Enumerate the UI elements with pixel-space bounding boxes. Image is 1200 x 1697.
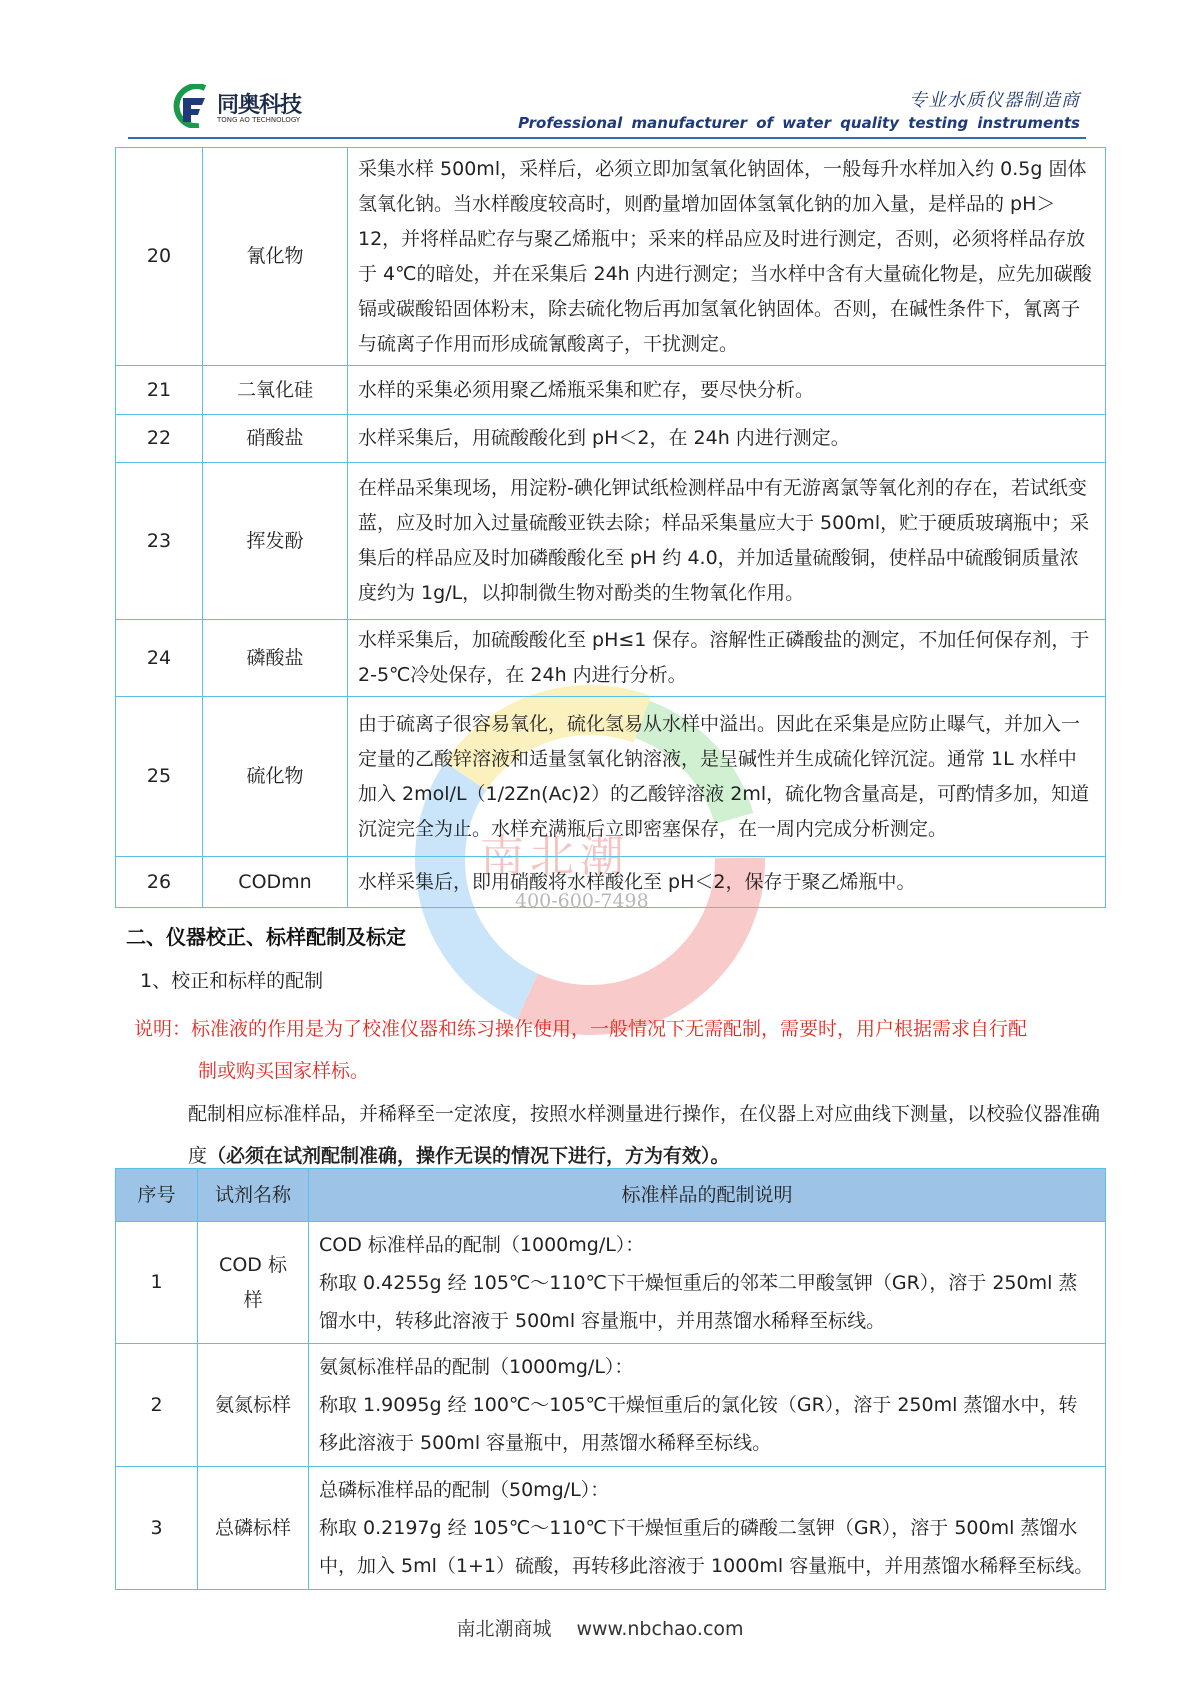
item-description: 采集水样 500ml，采样后，必须立即加氢氧化钠固体，一般每升水样加入约 0.5g 固体氢氧化钠。当水样酸度较高时，则酌量增加固体氢氧化钠的加入量，是样品的 pH＞12，并将样品贮存与聚乙烯瓶中；采来的样品应及时进行测定，否则，必须将样品存放于 4℃的暗处，并在采集后 24h 内进行测定；当水样中含有大量硫化物是，应先加碳酸镉或碳酸铅固体粉末，除去硫化物后再加氢氧化钠固体。否则，在碱性条件下，氰离子与硫离子作用而形成硫氰酸离子，干扰测定。 xyxy=(348,148,1106,366)
table-row xyxy=(116,463,1106,620)
logo-mark-icon xyxy=(169,84,211,128)
prep-title: 总磷标准样品的配制（50mg/L）： xyxy=(319,1479,610,1501)
subsection-heading: 1、校正和标样的配制 xyxy=(140,970,324,992)
logo-text-cn: 同奥科技 xyxy=(217,93,302,118)
standard-preparation-table xyxy=(115,1168,1106,1590)
sampling-table xyxy=(115,147,1106,908)
paragraph-bold-text: （必须在试剂配制准确，操作无误的情况下进行，方为有效）。 xyxy=(207,1145,730,1167)
prep-title: 氨氮标准样品的配制（1000mg/L）： xyxy=(319,1356,634,1378)
row-number: 25 xyxy=(116,697,203,857)
item-description: 水样的采集必须用聚乙烯瓶采集和贮存，要尽快分析。 xyxy=(348,366,1106,415)
reagent-name: 氨氮标样 xyxy=(198,1344,309,1467)
table-row xyxy=(116,1344,1106,1467)
row-number: 1 xyxy=(116,1222,198,1344)
watermark-phone: 400-600-7498 xyxy=(515,890,649,912)
table-row xyxy=(116,697,1106,857)
table-row xyxy=(116,1467,1106,1590)
prep-description: 称取 0.2197g 经 105℃～110℃下干燥恒重后的磷酸二氢钾（GR），溶于 500ml 蒸馏水中，加入 5ml（1+1）硫酸，再转移此溶液于 1000ml 容量瓶中，并用蒸馏水稀释至标线。 xyxy=(319,1517,1094,1577)
item-name: 二氧化硅 xyxy=(203,366,348,415)
row-number: 24 xyxy=(116,620,203,697)
instruction-paragraph xyxy=(188,1093,1108,1177)
note-line-2: 制或购买国家样标。 xyxy=(198,1060,370,1082)
prep-title: COD 标准样品的配制（1000mg/L）： xyxy=(319,1233,645,1256)
slogan-cn: 专业水质仪器制造商 xyxy=(909,90,1080,111)
footer-text: 南北潮商城 www.nbchao.com xyxy=(456,1618,744,1640)
row-number: 23 xyxy=(116,463,203,620)
prep-description: 称取 0.4255g 经 105℃～110℃下干燥恒重后的邻苯二甲酸氢钾（GR），溶于 250ml 蒸馏水中，转移此溶液于 500ml 容量瓶中，并用蒸馏水稀释至标线。 xyxy=(319,1271,1078,1332)
item-description: 水样采集后，即用硝酸将水样酸化至 pH＜2，保存于聚乙烯瓶中。 xyxy=(348,857,1106,908)
row-number: 26 xyxy=(116,857,203,908)
header-divider xyxy=(128,137,1086,139)
row-number: 21 xyxy=(116,366,203,415)
item-name: 氰化物 xyxy=(203,148,348,366)
row-number: 2 xyxy=(116,1344,198,1467)
item-name: 磷酸盐 xyxy=(203,620,348,697)
item-name: 硝酸盐 xyxy=(203,415,348,463)
table-header-row xyxy=(116,1169,1106,1222)
logo-text-en: TONG AO TECHNOLOGY xyxy=(217,116,301,124)
table-row xyxy=(116,366,1106,415)
item-name: CODmn xyxy=(203,857,348,908)
reagent-name: 总磷标样 xyxy=(198,1467,309,1590)
item-description: 由于硫离子很容易氧化，硫化氢易从水样中溢出。因此在采集是应防止曝气，并加入一定量的乙酸锌溶液和适量氢氧化钠溶液，是呈碱性并生成硫化锌沉淀。通常 1L 水样中加入 2mol/L（1/2Zn(Ac)2）的乙酸锌溶液 2ml，硫化物含量高是，可酌情多加，知道沉淀完全为止。水样充满瓶后立即密塞保存，在一周内完成分析测定。 xyxy=(348,697,1106,857)
paragraph-text: 配制相应标准样品，并稀释至一定浓度，按照水样测量进行操作，在仪器上对应曲线下测量，以校验仪器准确度 xyxy=(188,1103,1101,1167)
table-row xyxy=(116,620,1106,697)
prep-description: 称取 1.9095g 经 100℃～105℃干燥恒重后的氯化铵（GR），溶于 250ml 蒸馏水中，转移此溶液于 500ml 容量瓶中，用蒸馏水稀释至标线。 xyxy=(319,1394,1078,1454)
item-description: 在样品采集现场，用淀粉-碘化钾试纸检测样品中有无游离氯等氧化剂的存在，若试纸变蓝，应及时加入过量硫酸亚铁去除；样品采集量应大于 500ml，贮于硬质玻璃瓶中；采集后的样品应及时加磷酸酸化至 pH 约 4.0，并加适量硫酸铜，使样品中硫酸铜质量浓度约为 1g/L，以抑制微生物对酚类的生物氧化作用。 xyxy=(348,463,1106,620)
company-logo xyxy=(169,84,319,130)
row-number: 22 xyxy=(116,415,203,463)
item-description: 水样采集后，用硫酸酸化到 pH＜2，在 24h 内进行测定。 xyxy=(348,415,1106,463)
table-row xyxy=(116,415,1106,463)
note-line-1: 说明：标准液的作用是为了校准仪器和练习操作使用，一般情况下无需配制，需要时，用户根据需求自行配 xyxy=(134,1018,1028,1040)
row-number: 20 xyxy=(116,148,203,366)
table-row xyxy=(116,148,1106,366)
row-number: 3 xyxy=(116,1467,198,1590)
reagent-name: COD 标样 xyxy=(198,1222,309,1344)
item-name: 硫化物 xyxy=(203,697,348,857)
header-reagent: 试剂名称 xyxy=(198,1169,309,1222)
table-row xyxy=(116,1222,1106,1344)
table-row xyxy=(116,857,1106,908)
note-text xyxy=(134,1008,1094,1092)
header-description: 标准样品的配制说明 xyxy=(309,1169,1106,1222)
slogan-en: Professional manufacturer of water quality testing instruments xyxy=(518,114,1080,132)
item-description: 水样采集后，加硫酸酸化至 pH≤1 保存。溶解性正磷酸盐的测定，不加任何保存剂，于 2-5℃冷处保存，在 24h 内进行分析。 xyxy=(348,620,1106,697)
header-number: 序号 xyxy=(116,1169,198,1222)
section-heading: 二、仪器校正、标样配制及标定 xyxy=(126,925,406,949)
watermark-text: 南北潮 xyxy=(480,831,630,882)
item-name: 挥发酚 xyxy=(203,463,348,620)
